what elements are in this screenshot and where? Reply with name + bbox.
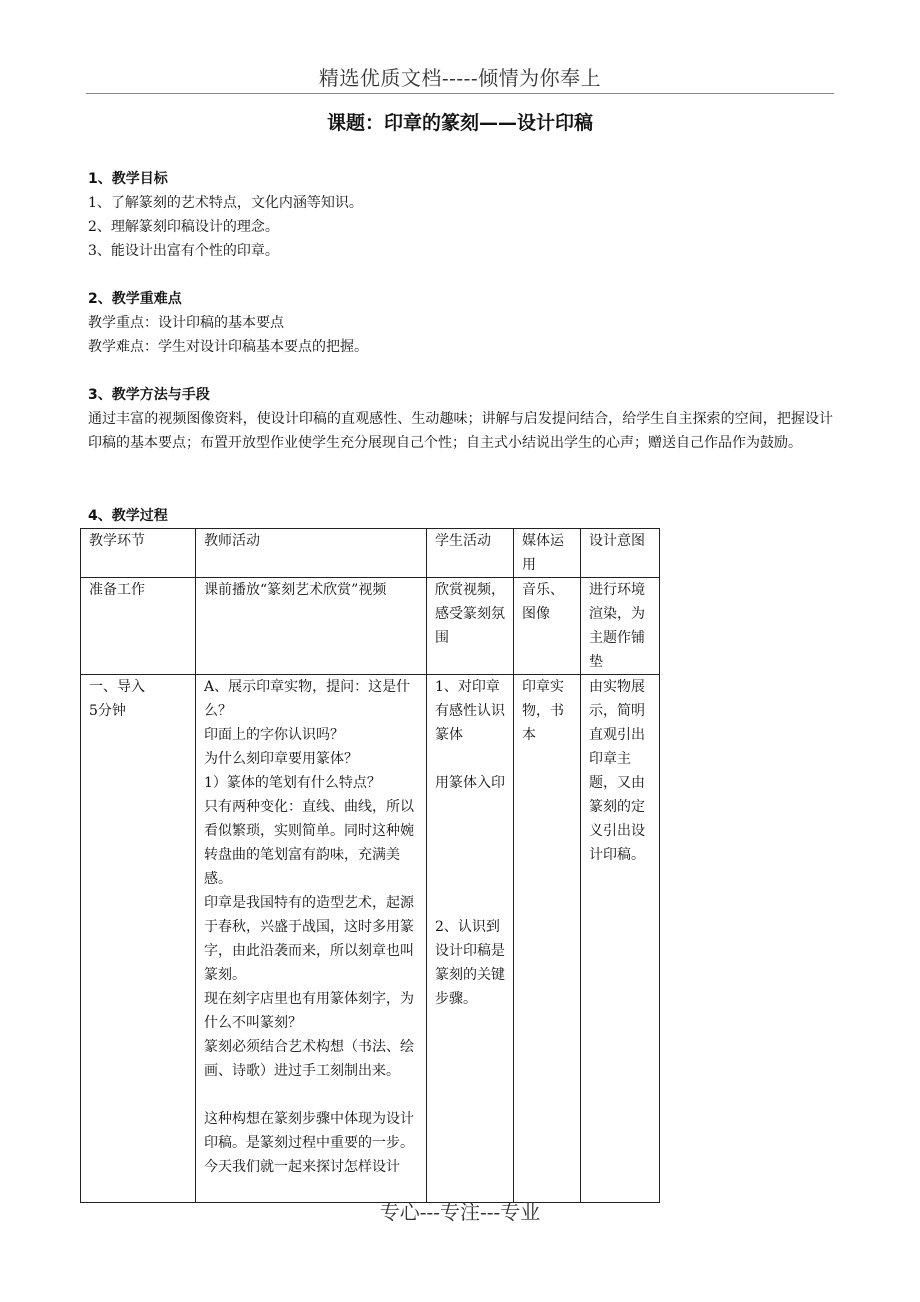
cell-gap [435,867,507,891]
table-header-row [81,529,660,578]
section-heading: 3、教学方法与手段 [88,387,210,403]
section-heading: 1、教学目标 [88,171,168,187]
goal-item: 2、理解篆刻印稿设计的理念。 [88,219,279,235]
cell-gap [435,843,507,867]
cell-line: 为什么刻印章要用篆体？ [204,751,358,767]
header-cell-intent: 设计意图 [581,529,660,578]
header-cell-teacher: 教师活动 [196,529,427,578]
section-teaching-goals [88,167,833,263]
cell-line: 印章实物，书本 [522,679,564,743]
cell-teacher [196,675,427,1203]
table-row [81,675,660,1203]
header-divider [86,93,834,94]
cell-line: 由实物展示，简明直观引出印章主题，又由篆刻的定义引出设计印稿。 [589,679,645,863]
goal-item: 1、了解篆刻的艺术特点，文化内涵等知识。 [88,195,363,211]
cell-line: 进行环境渲染，为主题作铺垫 [589,582,645,670]
cell-gap [435,795,507,819]
document-title: 课题：印章的篆刻——设计印稿 [326,112,593,134]
page-footer: 专心---专注---专业 [379,1200,541,1224]
header-cell-student: 学生活动 [427,529,514,578]
header-cell-stage: 教学环节 [81,529,196,578]
cell-stage [81,675,196,1203]
cell-student [427,578,514,675]
section-heading: 4、教学过程 [88,508,168,524]
cell-media [514,578,581,675]
cell-line: 1、对印章有感性认识篆体 [435,679,505,743]
cell-line: 1）篆体的笔划有什么特点？ [204,775,381,791]
cell-gap [435,747,507,771]
cell-line: 一、导入 [89,679,145,695]
cell-line: 只有两种变化：直线、曲线，所以看似繁琐，实则简单。同时这种婉转盘曲的笔划富有韵味，充满美感。 [204,799,414,887]
section-methods [88,383,833,455]
cell-line: 准备工作 [89,582,145,598]
section-key-points [88,287,833,359]
cell-intent [581,578,660,675]
cell-intent [581,675,660,1203]
cell-line: 欣赏视频，感受篆刻氛围 [435,582,505,646]
key-point-item: 教学难点：学生对设计印稿基本要点的把握。 [88,339,368,355]
cell-line: 印章是我国特有的造型艺术，起源于春秋，兴盛于战国，这时多用篆字，由此沿袭而来，所以刻章也叫篆刻。 [204,895,414,983]
goal-item: 3、能设计出富有个性的印章。 [88,243,279,259]
cell-line: 2、认识到设计印稿是篆刻的关键步骤。 [435,919,505,1007]
section-process [88,504,833,528]
cell-line: 课前播放“篆刻艺术欣赏”视频 [204,582,387,598]
section-heading: 2、教学重难点 [88,291,182,307]
cell-line: 用篆体入印 [435,775,505,791]
methods-paragraph: 通过丰富的视频图像资料，使设计印稿的直观感性、生动趣味；讲解与启发提问结合，给学生自主探索的空间，把握设计印稿的基本要点；布置开放型作业使学生充分展现自己个性；自主式小结说出学生的心声；赠送自己作品作为鼓励。 [88,411,833,451]
cell-gap [204,1083,420,1107]
cell-line: 音乐、图像 [522,582,564,622]
cell-line: A、展示印章实物，提问：这是什么？ [204,679,411,719]
cell-line: 现在刻字店里也有用篆体刻字，为什么不叫篆刻？ [204,991,414,1031]
cell-gap [435,891,507,915]
cell-teacher [196,578,427,675]
cell-student [427,675,514,1203]
key-point-item: 教学重点：设计印稿的基本要点 [88,315,284,331]
cell-gap [435,819,507,843]
cell-stage [81,578,196,675]
cell-line: 5分钟 [89,703,126,719]
cell-line: 印面上的字你认识吗？ [204,727,344,743]
cell-line: 篆刻必须结合艺术构想（书法、绘画、诗歌）进过手工刻制出来。 [204,1039,414,1079]
page-header-title: 精选优质文档-----倾情为你奉上 [318,66,602,90]
cell-line: 这种构想在篆刻步骤中体现为设计印稿。是篆刻过程中重要的一步。 [204,1111,414,1151]
cell-line: 今天我们就一起来探讨怎样设计 [204,1159,400,1175]
process-table [80,528,660,1203]
cell-media [514,675,581,1203]
table-row [81,578,660,675]
header-cell-media: 媒体运用 [514,529,581,578]
